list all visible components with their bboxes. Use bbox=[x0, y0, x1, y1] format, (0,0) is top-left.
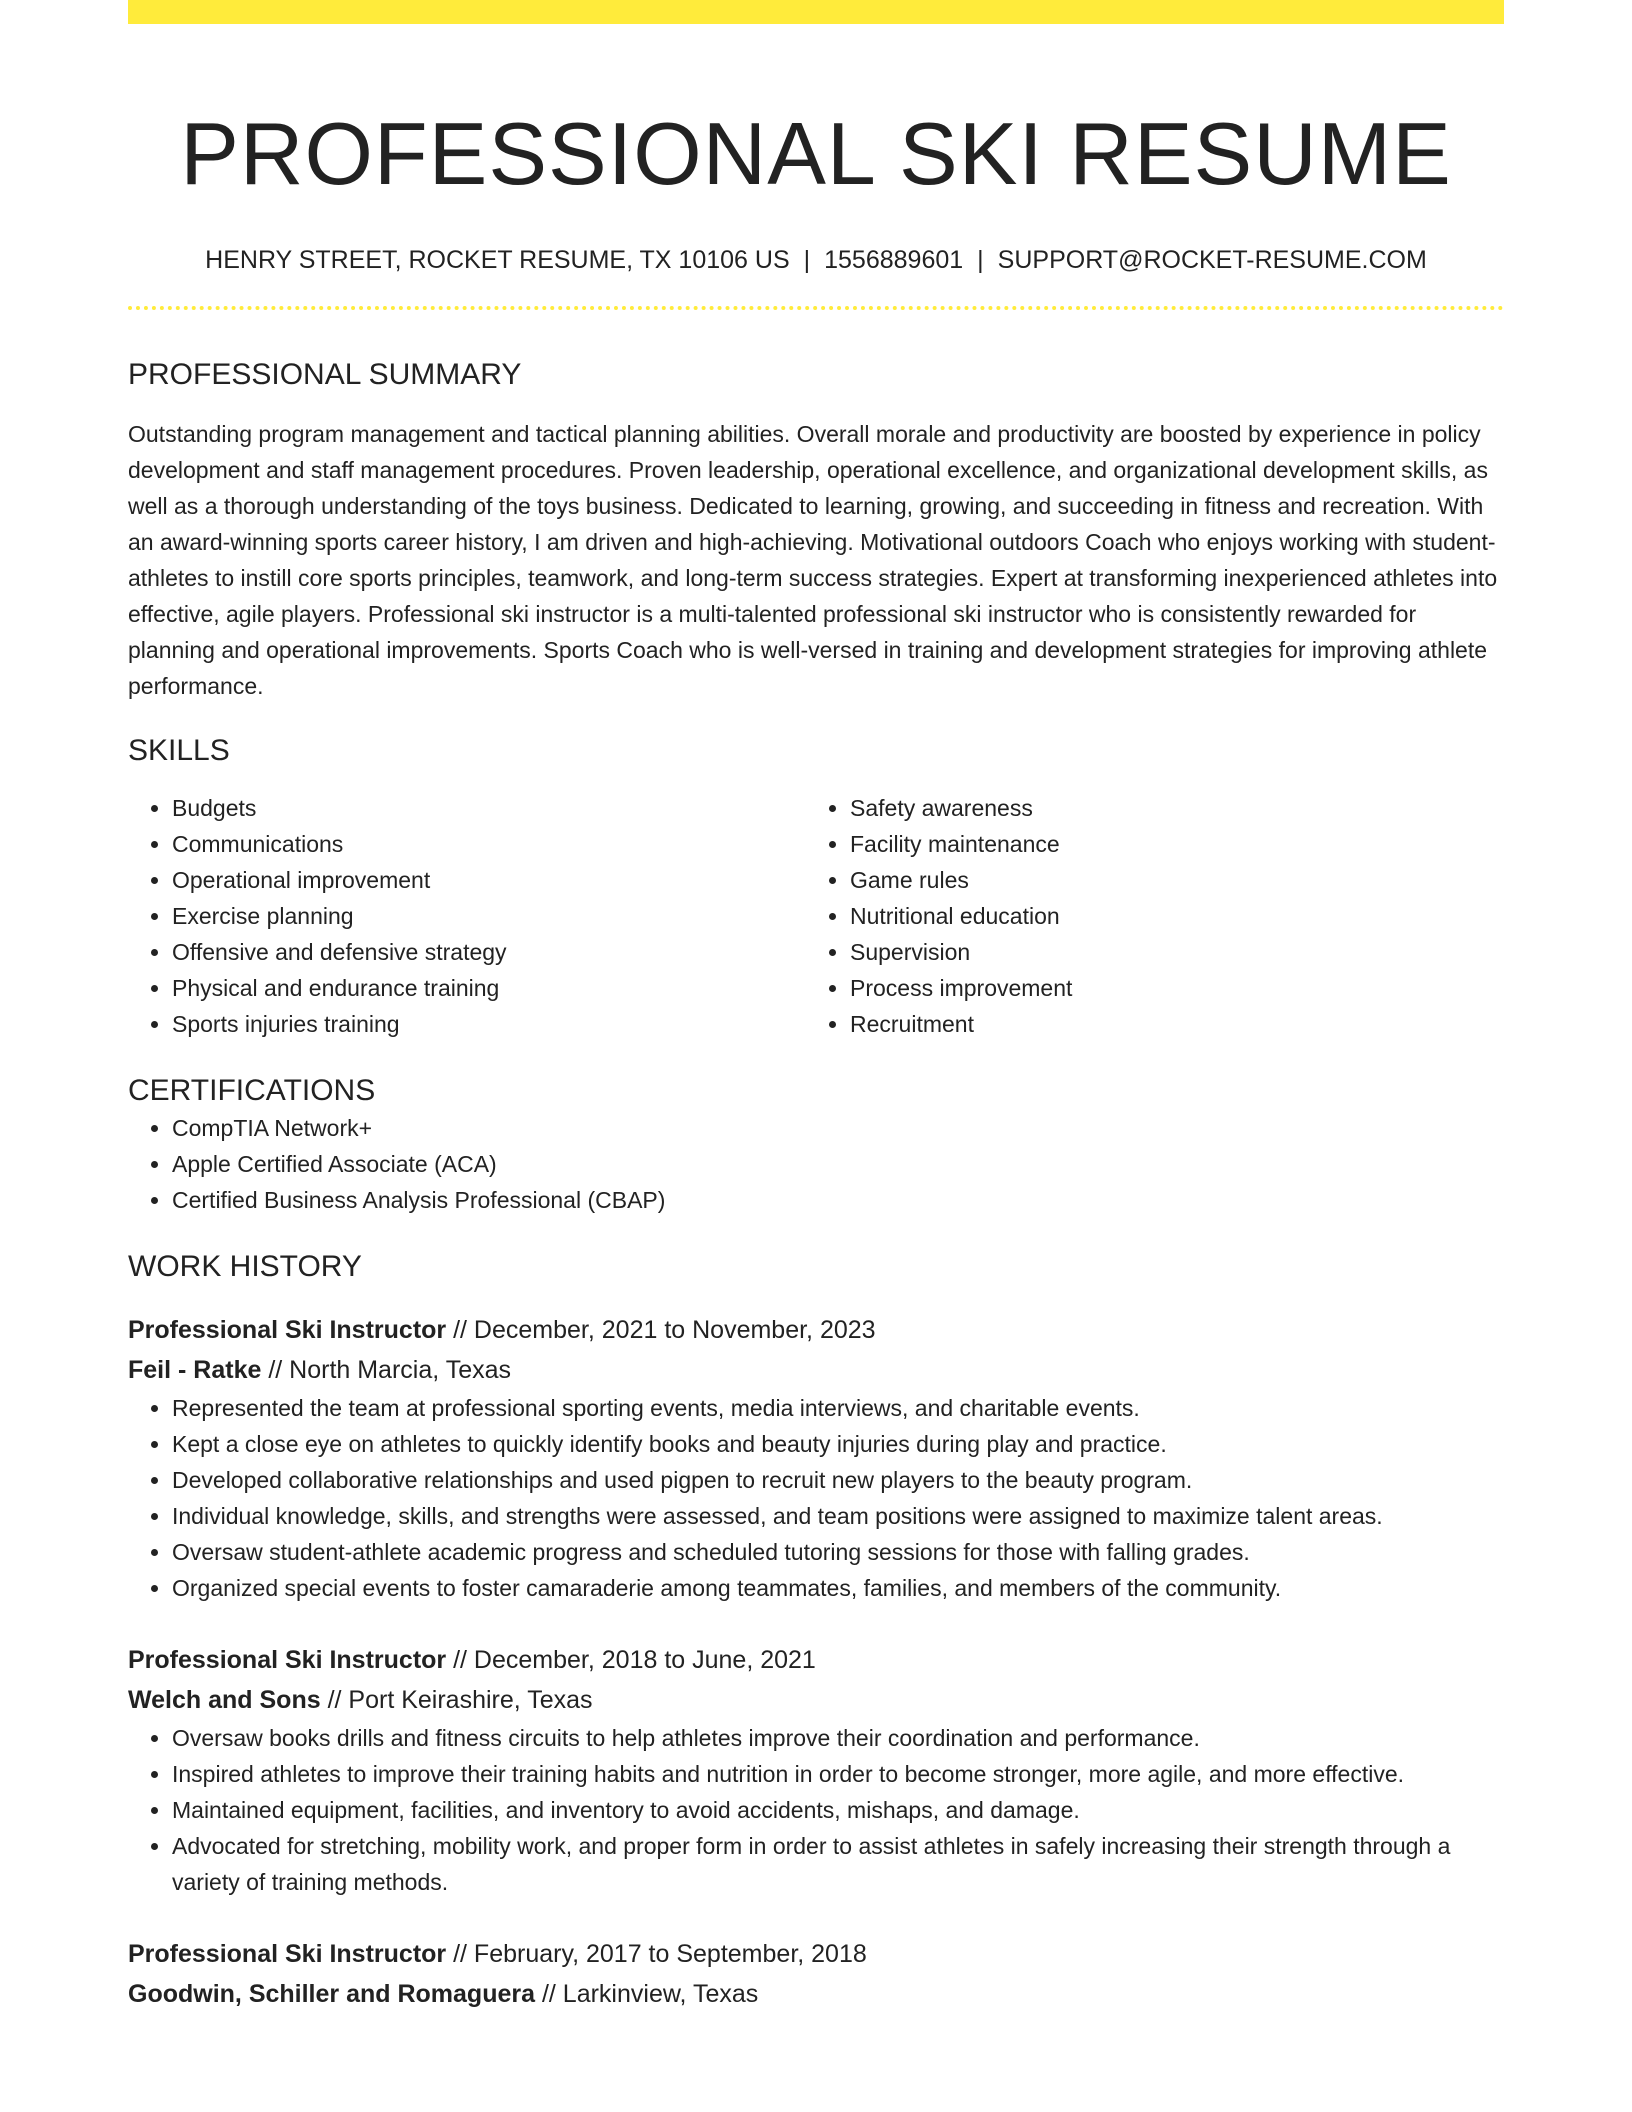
skills-list-right bbox=[850, 790, 1484, 1042]
job-title: Professional Ski Instructor bbox=[128, 1646, 447, 1674]
certification-item: • Certified Business Analysis Professional (CBAP) bbox=[172, 1182, 1504, 1218]
job-entry bbox=[128, 1310, 1504, 1606]
resume-title: PROFESSIONAL SKI RESUME bbox=[180, 104, 1452, 203]
skills-column-right bbox=[806, 790, 1484, 1042]
job-company: Feil - Ratke bbox=[128, 1356, 262, 1384]
skill-item: • Operational improvement bbox=[172, 862, 806, 898]
contact-separator: | bbox=[977, 246, 984, 274]
summary-heading: PROFESSIONAL SUMMARY bbox=[128, 358, 522, 391]
job-bullet: • Developed collaborative relationships and used pigpen to recruit new players to the beauty program. bbox=[172, 1462, 1504, 1498]
skill-item: • Offensive and defensive strategy bbox=[172, 934, 806, 970]
job-bullet: • Kept a close eye on athletes to quickly identify books and beauty injuries during play and practice. bbox=[172, 1426, 1504, 1462]
summary-section bbox=[128, 356, 1504, 704]
job-location: // North Marcia, Texas bbox=[261, 1356, 511, 1384]
job-bullets bbox=[128, 1720, 1504, 1900]
certifications-heading: CERTIFICATIONS bbox=[128, 1074, 376, 1107]
skills-section bbox=[128, 732, 1504, 1042]
job-company: Welch and Sons bbox=[128, 1686, 321, 1714]
skill-item: • Facility maintenance bbox=[850, 826, 1484, 862]
resume-page bbox=[128, 0, 1504, 2014]
job-bullet: • Advocated for stretching, mobility work, and proper form in order to assist athletes in safely increasing their strength through a variety of training methods. bbox=[172, 1828, 1504, 1900]
skill-item: • Budgets bbox=[172, 790, 806, 826]
job-company-line bbox=[128, 1974, 1504, 2014]
contact-email: SUPPORT@ROCKET-RESUME.COM bbox=[997, 246, 1427, 274]
job-company-line bbox=[128, 1680, 1504, 1720]
job-company: Goodwin, Schiller and Romaguera bbox=[128, 1980, 536, 2008]
job-dates: // December, 2021 to November, 2023 bbox=[446, 1316, 876, 1344]
job-title-line bbox=[128, 1310, 1504, 1350]
job-bullet: • Organized special events to foster camaraderie among teammates, families, and members of the community. bbox=[172, 1570, 1504, 1606]
skill-item: • Game rules bbox=[850, 862, 1484, 898]
job-bullet: • Individual knowledge, skills, and strengths were assessed, and team positions were assigned to maximize talent areas. bbox=[172, 1498, 1504, 1534]
certification-item: • Apple Certified Associate (ACA) bbox=[172, 1146, 1504, 1182]
job-title: Professional Ski Instructor bbox=[128, 1316, 447, 1344]
skills-heading: SKILLS bbox=[128, 734, 230, 767]
skill-item: • Nutritional education bbox=[850, 898, 1484, 934]
contact-address: HENRY STREET, ROCKET RESUME, TX 10106 US bbox=[205, 246, 790, 274]
contact-separator: | bbox=[803, 246, 811, 274]
contact-phone: 1556889601 bbox=[824, 246, 964, 274]
skill-item: • Recruitment bbox=[850, 1006, 1484, 1042]
skill-item: • Supervision bbox=[850, 934, 1484, 970]
contact-line bbox=[128, 240, 1504, 280]
skill-item: • Safety awareness bbox=[850, 790, 1484, 826]
skill-item: • Physical and endurance training bbox=[172, 970, 806, 1006]
job-title-line bbox=[128, 1640, 1504, 1680]
job-location: // Port Keirashire, Texas bbox=[320, 1686, 593, 1714]
job-bullet: • Maintained equipment, facilities, and inventory to avoid accidents, mishaps, and damage. bbox=[172, 1792, 1504, 1828]
job-title-line bbox=[128, 1934, 1504, 1974]
job-location: // Larkinview, Texas bbox=[535, 1980, 759, 2008]
dotted-divider bbox=[128, 306, 1504, 310]
skills-grid bbox=[128, 790, 1504, 1042]
job-bullet: • Represented the team at professional sporting events, media interviews, and charitable events. bbox=[172, 1390, 1504, 1426]
job-bullets bbox=[128, 1390, 1504, 1606]
skill-item: • Exercise planning bbox=[172, 898, 806, 934]
certification-item: • CompTIA Network+ bbox=[172, 1110, 1504, 1146]
job-company-line bbox=[128, 1350, 1504, 1390]
accent-bar bbox=[128, 0, 1504, 24]
certifications-list bbox=[128, 1110, 1504, 1218]
job-title: Professional Ski Instructor bbox=[128, 1940, 447, 1968]
job-bullet: • Oversaw student-athlete academic progress and scheduled tutoring sessions for those with falling grades. bbox=[172, 1534, 1504, 1570]
work-history-heading: WORK HISTORY bbox=[128, 1250, 362, 1283]
certifications-section bbox=[128, 1072, 1504, 1218]
job-entry bbox=[128, 1934, 1504, 2014]
job-bullet: • Oversaw books drills and fitness circuits to help athletes improve their coordination and performance. bbox=[172, 1720, 1504, 1756]
job-entry bbox=[128, 1640, 1504, 1900]
skills-list-left bbox=[172, 790, 806, 1042]
skill-item: • Communications bbox=[172, 826, 806, 862]
skill-item: • Process improvement bbox=[850, 970, 1484, 1006]
skill-item: • Sports injuries training bbox=[172, 1006, 806, 1042]
work-history-section bbox=[128, 1248, 1504, 2014]
job-dates: // December, 2018 to June, 2021 bbox=[446, 1646, 816, 1674]
skills-column-left bbox=[128, 790, 806, 1042]
job-bullet: • Inspired athletes to improve their training habits and nutrition in order to become stronger, more agile, and more effective. bbox=[172, 1756, 1504, 1792]
summary-text: Outstanding program management and tactical planning abilities. Overall morale and productivity are boosted by experience in policy development and staff management procedures. Proven leadership, operational excellence, and organizational development skills, as well as a thorough understanding of the toys business. Dedicated to learning, growing, and succeeding in fitness and recreation. With an award-winning sports career history, I am driven and high-achieving. Motivational outdoors Coach who enjoys working with student-athletes to instill core sports principles, teamwork, and long-term success strategies. Expert at transforming inexperienced athletes into effective, agile players. Professional ski instructor is a multi-talented professional ski instructor who is consistently rewarded for planning and operational improvements. Sports Coach who is well-versed in training and development strategies for improving athlete performance. bbox=[128, 421, 1498, 699]
job-dates: // February, 2017 to September, 2018 bbox=[446, 1940, 867, 1968]
